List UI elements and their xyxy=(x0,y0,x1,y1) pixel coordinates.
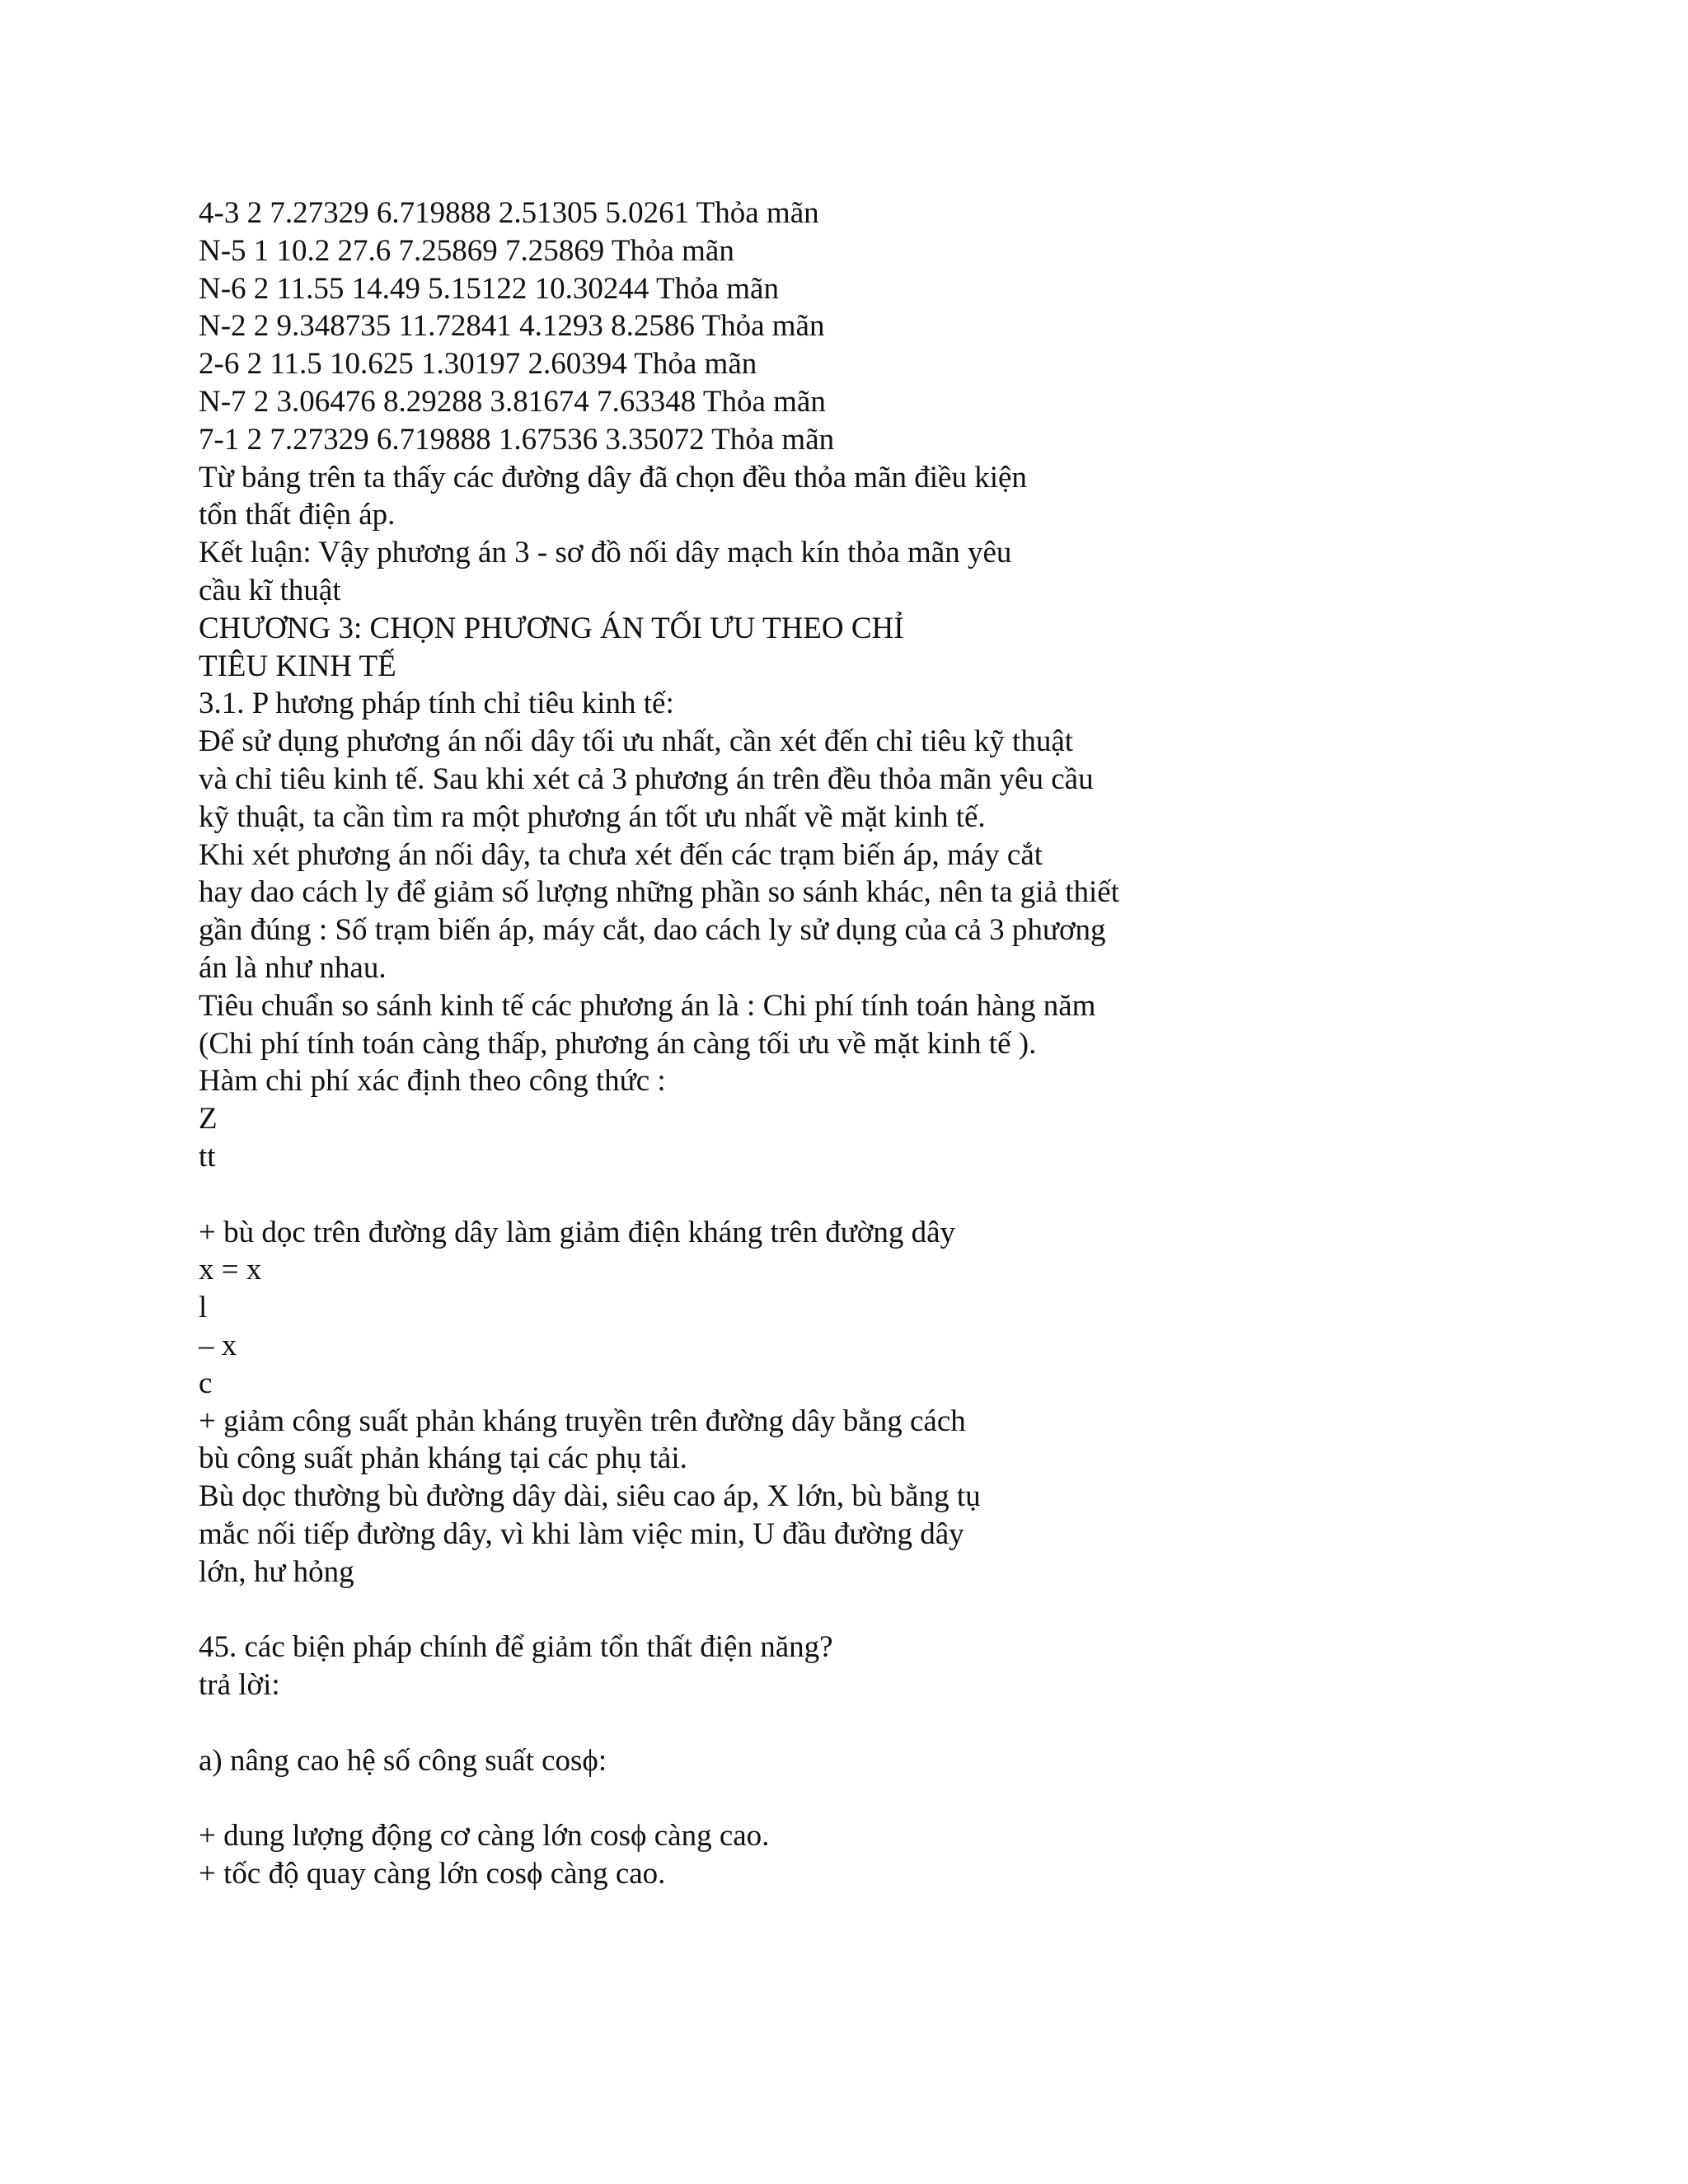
text-line: 2-6 2 11.5 10.625 1.30197 2.60394 Thỏa mãn xyxy=(199,347,757,382)
text-line xyxy=(199,1176,1616,1214)
text-line: tt xyxy=(199,1139,216,1174)
text-line: x = x xyxy=(199,1253,262,1287)
text-line: + tốc độ quay càng lớn cosϕ càng cao. xyxy=(199,1857,666,1891)
text-line: c xyxy=(199,1366,213,1400)
text-line: Tiêu chuẩn so sánh kinh tế các phương án là : Chi phí tính toán hàng năm xyxy=(199,988,1096,1023)
text-line: 45. các biện pháp chính để giảm tổn thất điện năng? xyxy=(199,1630,833,1665)
text-line: Khi xét phương án nối dây, ta chưa xét đến các trạm biến áp, máy cắt xyxy=(199,837,1043,872)
text-line: – x xyxy=(199,1328,237,1362)
text-line: và chỉ tiêu kinh tế. Sau khi xét cả 3 phương án trên đều thỏa mãn yêu cầu xyxy=(199,762,1094,796)
text-line: Z xyxy=(199,1102,218,1137)
text-line: N-2 2 9.348735 11.72841 4.1293 8.2586 Thỏa mãn xyxy=(199,309,825,344)
text-line xyxy=(199,1704,1616,1742)
text-line: tổn thất điện áp. xyxy=(199,498,396,532)
text-line: + giảm công suất phản kháng truyền trên đường dây bằng cách xyxy=(199,1404,966,1438)
document-body xyxy=(199,194,1616,1893)
text-line: cầu kĩ thuật xyxy=(199,573,341,607)
text-line: 7-1 2 7.27329 6.719888 1.67536 3.35072 Thỏa mãn xyxy=(199,422,835,457)
text-line: mắc nối tiếp đường dây, vì khi làm việc min, U đầu đường dây xyxy=(199,1516,964,1551)
text-line xyxy=(199,1779,1616,1817)
text-line: Hàm chi phí xác định theo công thức : xyxy=(199,1064,666,1099)
text-line: (Chi phí tính toán càng thấp, phương án càng tối ưu về mặt kinh tế ). xyxy=(199,1026,1037,1061)
text-line: bù công suất phản kháng tại các phụ tải. xyxy=(199,1441,687,1476)
text-line: CHƯƠNG 3: CHỌN PHƯƠNG ÁN TỐI ƯU THEO CHỈ xyxy=(199,611,904,645)
text-line: kỹ thuật, ta cần tìm ra một phương án tốt ưu nhất về mặt kinh tế. xyxy=(199,799,986,834)
text-line: + dung lượng động cơ càng lớn cosϕ càng cao. xyxy=(199,1819,770,1854)
text-line: + bù dọc trên đường dây làm giảm điện kháng trên đường dây xyxy=(199,1215,956,1249)
text-line: 4-3 2 7.27329 6.719888 2.51305 5.0261 Thỏa mãn xyxy=(199,196,819,230)
text-line: án là như nhau. xyxy=(199,950,387,985)
text-line: a) nâng cao hệ số công suất cosϕ: xyxy=(199,1743,607,1778)
text-line: Để sử dụng phương án nối dây tối ưu nhất, cần xét đến chỉ tiêu kỹ thuật xyxy=(199,724,1074,759)
text-line: N-7 2 3.06476 8.29288 3.81674 7.63348 Thỏa mãn xyxy=(199,384,826,419)
text-line: N-6 2 11.55 14.49 5.15122 10.30244 Thỏa mãn xyxy=(199,271,779,306)
text-line: TIÊU KINH TẾ xyxy=(199,649,396,683)
text-line: l xyxy=(199,1291,208,1325)
text-line: 3.1. P hương pháp tính chỉ tiêu kinh tế: xyxy=(199,687,674,721)
text-line: lớn, hư hỏng xyxy=(199,1554,354,1589)
text-line: hay dao cách ly để giảm số lượng những phần so sánh khác, nên ta giả thiết xyxy=(199,875,1119,910)
text-line: gần đúng : Số trạm biến áp, máy cắt, dao cách ly sử dụng của cả 3 phương xyxy=(199,913,1106,948)
text-line: Kết luận: Vậy phương án 3 - sơ đồ nối dây mạch kín thỏa mãn yêu xyxy=(199,536,1012,570)
text-line: Từ bảng trên ta thấy các đường dây đã chọn đều thỏa mãn điều kiện xyxy=(199,460,1027,494)
text-line: Bù dọc thường bù đường dây dài, siêu cao áp, X lớn, bù bằng tụ xyxy=(199,1479,981,1514)
text-line: trả lời: xyxy=(199,1668,280,1703)
text-line xyxy=(199,1591,1616,1629)
text-line: N-5 1 10.2 27.6 7.25869 7.25869 Thỏa mãn xyxy=(199,233,734,268)
